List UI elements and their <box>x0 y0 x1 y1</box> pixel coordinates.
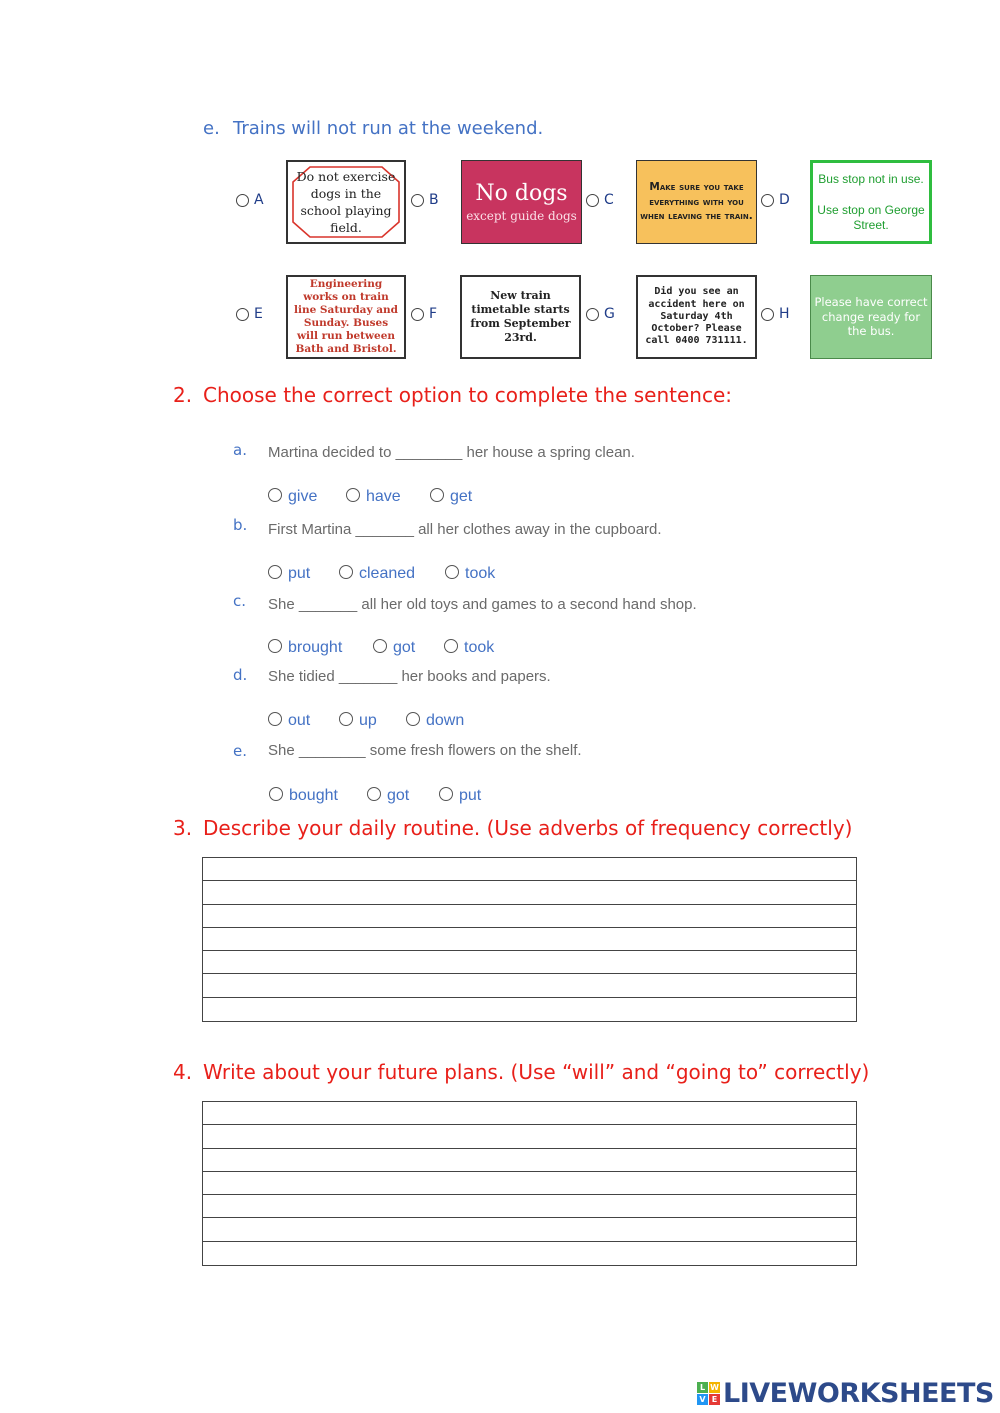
item-a-sentence: Martina decided to ________ her house a spring clean. <box>268 444 635 461</box>
radio-button[interactable] <box>268 639 282 653</box>
radio-button[interactable] <box>761 308 774 321</box>
radio-button[interactable] <box>346 488 360 502</box>
item-c-choice-3[interactable]: took <box>444 639 494 657</box>
sign-e-image <box>286 275 406 359</box>
radio-button[interactable] <box>268 565 282 579</box>
sign-c-image <box>636 160 757 244</box>
sign-d-image <box>810 160 932 244</box>
item-e-choice-1[interactable]: bought <box>269 787 338 805</box>
item-d-choice-2[interactable]: up <box>339 712 377 730</box>
sign-f-image <box>460 275 581 359</box>
radio-button[interactable] <box>268 712 282 726</box>
answer-line[interactable] <box>203 1149 856 1172</box>
radio-button[interactable] <box>411 308 424 321</box>
option-c[interactable]: C <box>586 192 614 208</box>
sign-h-image <box>810 275 932 359</box>
sign-d-line1: Bus stop not in use. <box>818 171 924 186</box>
answer-line[interactable] <box>203 1125 856 1148</box>
item-c-choice-2[interactable]: got <box>373 639 415 657</box>
item-a-choice-3[interactable]: get <box>430 488 472 506</box>
item-a-letter: a. <box>233 441 247 459</box>
sign-b-image <box>461 160 582 244</box>
daily-routine-answer-lines[interactable] <box>202 857 857 1022</box>
answer-line[interactable] <box>203 905 856 928</box>
answer-line[interactable] <box>203 928 856 951</box>
radio-button[interactable] <box>236 194 249 207</box>
radio-button[interactable] <box>411 194 424 207</box>
logo-text: LIVEWORKSHEETS <box>723 1378 994 1409</box>
item-c-letter: c. <box>233 592 247 610</box>
sign-e-text: Engineering works on train line Saturday and Sunday. Buses will run between Bath and Bristol. <box>293 278 399 355</box>
answer-line[interactable] <box>203 881 856 904</box>
sign-c-text: Make sure you take everything with you when leaving the train. <box>640 181 753 223</box>
question-e-letter: e. <box>203 118 220 139</box>
item-c-choice-1[interactable]: brought <box>268 639 342 657</box>
section-4-title: Write about your future plans. (Use “will” and “going to” correctly) <box>203 1060 870 1084</box>
answer-line[interactable] <box>203 1195 856 1218</box>
answer-line[interactable] <box>203 998 856 1021</box>
radio-button[interactable] <box>586 194 599 207</box>
radio-button[interactable] <box>445 565 459 579</box>
question-e-text: Trains will not run at the weekend. <box>233 118 544 139</box>
item-d-choice-3[interactable]: down <box>406 712 464 730</box>
section-2-heading <box>173 383 732 407</box>
radio-button[interactable] <box>269 787 283 801</box>
option-g[interactable]: G <box>586 306 615 322</box>
item-d-sentence: She tidied _______ her books and papers. <box>268 668 551 685</box>
answer-line[interactable] <box>203 951 856 974</box>
item-b-letter: b. <box>233 516 248 534</box>
future-plans-answer-lines[interactable] <box>202 1101 857 1266</box>
answer-line[interactable] <box>203 858 856 881</box>
item-b-choice-2[interactable]: cleaned <box>339 565 415 583</box>
logo-mark-icon: L W V E <box>697 1382 720 1405</box>
item-e-choice-3[interactable]: put <box>439 787 481 805</box>
radio-button[interactable] <box>430 488 444 502</box>
sign-a-text: Do not exercise dogs in the school playing field. <box>296 169 396 235</box>
sign-g-image <box>636 275 757 359</box>
item-d-letter: d. <box>233 666 248 684</box>
item-b-choice-1[interactable]: put <box>268 565 310 583</box>
section-2-number: 2. <box>173 383 193 407</box>
item-a-choice-1[interactable]: give <box>268 488 317 506</box>
answer-line[interactable] <box>203 1172 856 1195</box>
radio-button[interactable] <box>406 712 420 726</box>
answer-line[interactable] <box>203 1242 856 1265</box>
option-e[interactable]: E <box>236 306 263 322</box>
section-4-heading <box>173 1060 869 1084</box>
item-e-sentence: She ________ some fresh flowers on the shelf. <box>268 742 582 759</box>
radio-button[interactable] <box>444 639 458 653</box>
sign-f-text: New train timetable starts from September 23rd. <box>470 289 571 344</box>
sign-g-text: Did you see an accident here on Saturday 4th October? Please call 0400 731111. <box>645 286 748 347</box>
sign-b-subtitle: except guide dogs <box>466 209 577 223</box>
item-d-choice-1[interactable]: out <box>268 712 310 730</box>
item-e-choice-2[interactable]: got <box>367 787 409 805</box>
option-a[interactable]: A <box>236 192 264 208</box>
option-b[interactable]: B <box>411 192 439 208</box>
radio-button[interactable] <box>339 712 353 726</box>
sign-d-line2: Use stop on George Street. <box>817 202 925 232</box>
item-b-sentence: First Martina _______ all her clothes away in the cupboard. <box>268 521 662 538</box>
item-e-letter: e. <box>233 742 247 760</box>
radio-button[interactable] <box>439 787 453 801</box>
radio-button[interactable] <box>339 565 353 579</box>
answer-line[interactable] <box>203 1102 856 1125</box>
section-3-heading <box>173 816 852 840</box>
option-f[interactable]: F <box>411 306 437 322</box>
answer-line[interactable] <box>203 974 856 997</box>
question-e-title <box>203 118 543 139</box>
item-c-sentence: She _______ all her old toys and games to a second hand shop. <box>268 596 697 613</box>
radio-button[interactable] <box>373 639 387 653</box>
section-3-title: Describe your daily routine. (Use adverbs of frequency correctly) <box>203 816 853 840</box>
option-d[interactable]: D <box>761 192 790 208</box>
item-a-choice-2[interactable]: have <box>346 488 401 506</box>
radio-button[interactable] <box>367 787 381 801</box>
radio-button[interactable] <box>586 308 599 321</box>
section-4-number: 4. <box>173 1060 193 1084</box>
radio-button[interactable] <box>236 308 249 321</box>
sign-a-image <box>286 160 406 244</box>
sign-h-text: Please have correct change ready for the bus. <box>814 295 928 339</box>
answer-line[interactable] <box>203 1218 856 1241</box>
item-b-choice-3[interactable]: took <box>445 565 495 583</box>
section-2-title: Choose the correct option to complete the sentence: <box>203 383 733 407</box>
liveworksheets-logo <box>697 1378 994 1409</box>
option-h[interactable]: H <box>761 306 790 322</box>
radio-button[interactable] <box>268 488 282 502</box>
radio-button[interactable] <box>761 194 774 207</box>
sign-b-title: No dogs <box>475 181 568 206</box>
section-3-number: 3. <box>173 816 193 840</box>
